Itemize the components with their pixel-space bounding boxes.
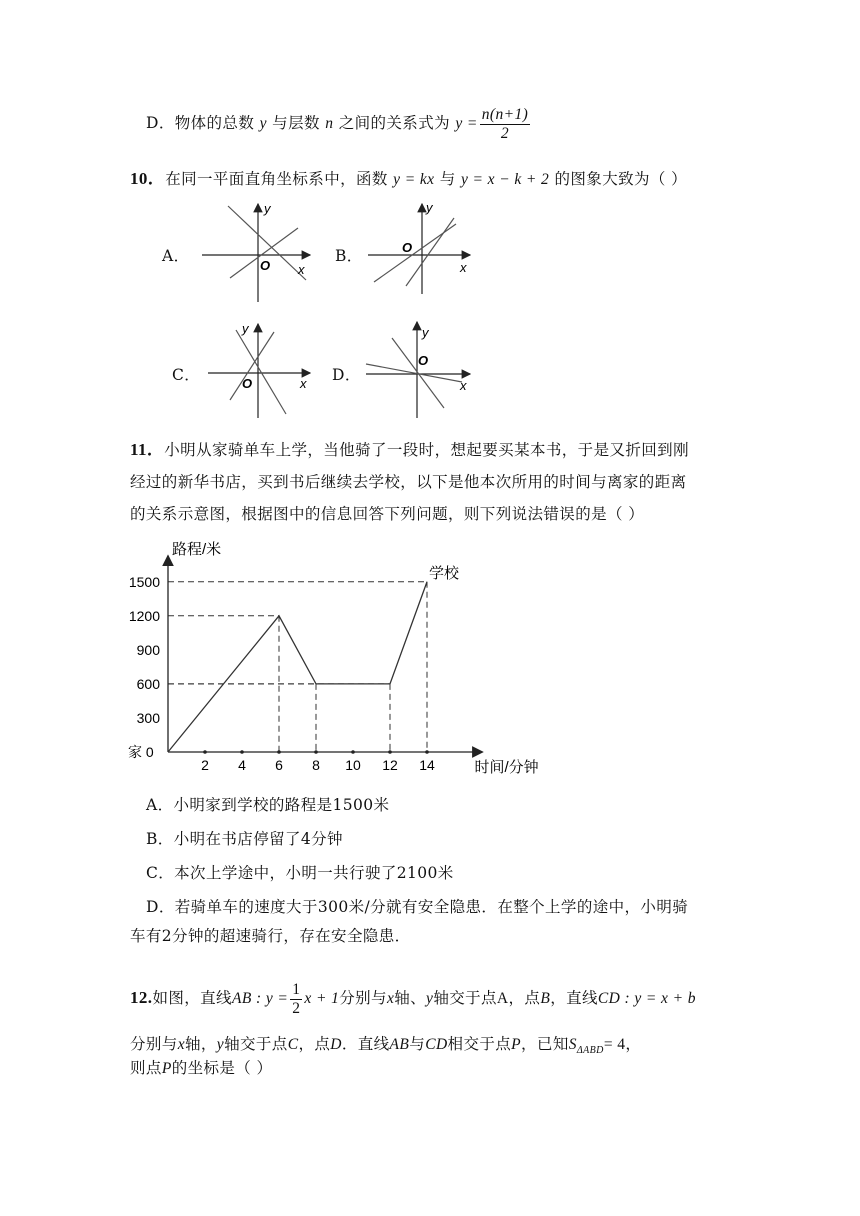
x-tick-mark xyxy=(351,750,355,754)
y-tick-label: 600 xyxy=(136,675,160,692)
chart-x-axis-label: 时间/分钟 xyxy=(474,759,539,776)
q11-stem: 11．小明从家骑单车上学，当他骑了一段时，想起要买某本书，于是又折回到刚 经过的新华书店，买到书后继续去学校，以下是他本次所用的时间与离家的距离 的关系示意图，根据图中的信息回答下列问题，则下列说法错误的是（ ） xyxy=(130,440,689,523)
line-2 xyxy=(406,218,454,286)
q11-option-c: C．本次上学途中，小明一共行驶了2100米 xyxy=(146,864,454,882)
x-tick-label: 6 xyxy=(275,757,283,773)
x-tick-mark xyxy=(314,750,318,754)
line-1 xyxy=(236,330,286,414)
q10-option-a-label: A． xyxy=(162,247,190,265)
x-tick-label: 10 xyxy=(345,757,361,773)
q12-line-3: 则点P的坐标是（ ） xyxy=(130,1059,273,1077)
chart-guides xyxy=(168,582,427,752)
origin-label: O xyxy=(402,240,413,255)
x-label: x xyxy=(298,262,305,277)
q10-option-d-label: D． xyxy=(332,366,361,384)
origin-label: O xyxy=(260,258,271,273)
q12-line-2: 分别与x轴，y轴交于点C，点D．直线AB与CD相交于点P，已知$S_{\Delta ABD}= 4$， xyxy=(130,1035,642,1057)
x-tick-label: 12 xyxy=(382,757,398,773)
q10-option-c-label: C． xyxy=(172,366,201,384)
x-label: x xyxy=(300,376,307,391)
q11-option-d-continued: 车有2分钟的超速骑行，存在安全隐患． xyxy=(130,927,411,945)
x-tick-mark xyxy=(203,750,207,754)
q11-option-a: A．小明家到学校的路程是1500米 xyxy=(146,796,390,814)
q9-option-d: D．物体的总数 y 与层数 n 之间的关系式为 y = $\frac{n(n+1)}{2}$ xyxy=(146,105,529,142)
x-tick-label: 14 xyxy=(419,757,435,773)
y-tick-label: 900 xyxy=(136,641,160,658)
chart-y-axis-label: 路程/米 xyxy=(172,541,222,558)
y-tick-label: 1500 xyxy=(128,573,160,590)
y-label: y xyxy=(242,321,249,336)
origin-label: O xyxy=(242,376,253,391)
line-2 xyxy=(392,338,444,408)
distance-series-line xyxy=(168,582,427,752)
q11-option-b: B．小明在书店停留了4分钟 xyxy=(146,830,343,848)
x-tick-mark xyxy=(240,750,244,754)
y-label: y xyxy=(264,201,271,216)
chart-end-label: 学校 xyxy=(429,564,460,582)
q10-stem: 10．在同一平面直角坐标系中，函数 y = kx 与 y = x − k + 2 的图象大致为（ ） xyxy=(130,169,688,188)
q12-line-1: 12.如图，直线AB : y = $\frac{1}{2}$ x + 1分别与x轴、y轴交于点A，点B，直线CD : y = x + b xyxy=(130,980,696,1017)
q12-fraction: $\frac{1}{2}$ xyxy=(292,980,301,1017)
distance-time-chart xyxy=(124,534,554,784)
q11-option-d: D．若骑单车的速度大于300米/分就有安全隐患．在整个上学的途中，小明骑 xyxy=(146,898,689,916)
q10-option-b-label: B． xyxy=(335,247,363,265)
q11-options xyxy=(146,788,688,924)
y-tick-label: 300 xyxy=(136,709,160,726)
x-label: x xyxy=(460,378,467,393)
x-tick-label: 8 xyxy=(312,757,320,773)
q10-graph-c xyxy=(204,318,316,422)
x-tick-label: 2 xyxy=(201,757,209,773)
q10-graph-d xyxy=(362,316,476,422)
x-tick-mark xyxy=(277,750,281,754)
y-tick-label: 1200 xyxy=(128,607,160,624)
q10-graph-a xyxy=(198,198,318,306)
x-tick-mark xyxy=(388,750,392,754)
origin-label: O xyxy=(418,353,429,368)
q9-formula-fraction: $\frac{n(n+1)}{2}$ xyxy=(481,105,529,142)
y-label: y xyxy=(426,200,433,215)
x-tick-mark xyxy=(425,750,429,754)
x-label: x xyxy=(460,260,467,275)
q10-graph-b xyxy=(364,198,476,298)
chart-origin-label: 家 0 xyxy=(128,744,154,760)
x-tick-label: 4 xyxy=(238,757,246,773)
y-label: y xyxy=(422,325,429,340)
